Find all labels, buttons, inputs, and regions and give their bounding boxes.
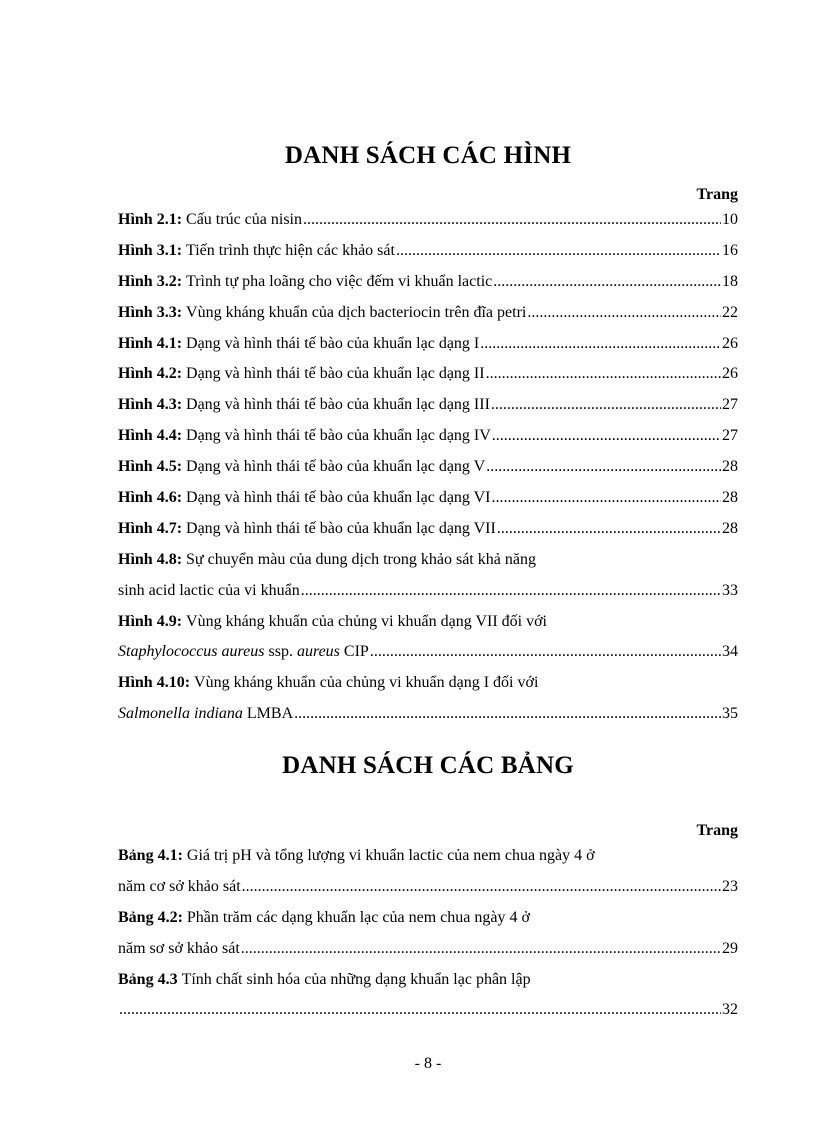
entry-title: Dạng và hình thái tế bào của khuẩn lạc dạng I <box>186 334 480 352</box>
dot-leader <box>492 427 721 445</box>
entry-page-number: 16 <box>722 241 738 259</box>
dot-leader <box>480 335 721 353</box>
species-name: Staphylococcus aureus <box>118 643 265 661</box>
entry-page-number: 29 <box>722 939 738 957</box>
entry-title: Dạng và hình thái tế bào của khuẩn lạc dạng II <box>186 365 485 383</box>
dot-leader <box>294 705 721 723</box>
species-name: Salmonella indiana <box>118 705 243 723</box>
dot-leader <box>486 458 721 476</box>
tables-list <box>118 847 738 1032</box>
figures-page-column-label: Trang <box>696 186 738 203</box>
figure-entry[interactable] <box>118 551 738 613</box>
tables-list-title: DANH SÁCH CÁC BẢNG <box>282 752 574 779</box>
entry-page-number: 22 <box>722 303 738 321</box>
entry-title-continuation: năm cơ sở khảo sát <box>118 877 241 895</box>
entry-page-number: 33 <box>722 581 738 599</box>
figure-entry[interactable] <box>118 273 738 304</box>
table-entry[interactable] <box>118 847 738 909</box>
dot-leader <box>497 520 721 538</box>
entry-title: Vùng kháng khuẩn của chủng vi khuẩn dạng I đối với <box>194 674 539 692</box>
entry-page-number: 27 <box>722 396 738 414</box>
entry-page-number: 10 <box>722 211 738 228</box>
entry-title: Tiến trình thực hiện các khảo sát <box>186 241 395 259</box>
entry-title: Phần trăm các dạng khuẩn lạc của nem chua ngày 4 ở <box>186 908 530 926</box>
entry-page-number: 35 <box>722 705 738 723</box>
entry-label: Bảng 4.3 <box>118 970 178 988</box>
entry-label: Hình 4.8: <box>118 550 183 568</box>
entry-title: Trình tự pha loãng cho việc đếm vi khuẩn lactic <box>186 272 493 290</box>
entry-title: Dạng và hình thái tế bào của khuẩn lạc dạng IV <box>186 427 491 445</box>
entry-label: Hình 3.1: <box>118 241 183 259</box>
entry-label: Hình 2.1: <box>118 211 183 228</box>
dot-leader <box>486 365 721 383</box>
entry-label: Hình 4.5: <box>118 458 183 476</box>
entry-title: Vùng kháng khuẩn của chủng vi khuẩn dạng VII đối với <box>186 612 547 630</box>
page-number-footer: - 8 - <box>414 1055 442 1072</box>
entry-title: Dạng và hình thái tế bào của khuẩn lạc dạng VI <box>186 489 491 507</box>
dot-leader <box>242 878 721 896</box>
figure-entry[interactable] <box>118 335 738 366</box>
entry-label: Hình 4.10: <box>118 674 191 692</box>
entry-title: Dạng và hình thái tế bào của khuẩn lạc dạng V <box>186 458 486 476</box>
figures-list-title: DANH SÁCH CÁC HÌNH <box>284 142 572 169</box>
figure-entry[interactable] <box>118 211 738 242</box>
entry-label: Hình 3.3: <box>118 303 183 321</box>
entry-title-continuation: năm sơ sở khảo sát <box>118 939 240 957</box>
dot-leader <box>119 1001 721 1019</box>
entry-title: Dạng và hình thái tế bào của khuẩn lạc dạng III <box>186 396 490 414</box>
figure-entry[interactable] <box>118 489 738 520</box>
entry-title: Sự chuyển màu của dung dịch trong khảo sát khả năng <box>186 550 536 568</box>
entry-page-number: 23 <box>722 877 738 895</box>
entry-page-number: 26 <box>722 334 738 352</box>
entry-label: Bảng 4.1: <box>118 847 183 864</box>
figure-entry[interactable] <box>118 304 738 335</box>
entry-title: Giá trị pH và tổng lượng vi khuẩn lactic của nem chua ngày 4 ở <box>186 847 595 864</box>
entry-label: Bảng 4.2: <box>118 908 183 926</box>
entry-page-number: 28 <box>722 458 738 476</box>
entry-label: Hình 4.6: <box>118 489 183 507</box>
entry-title: Dạng và hình thái tế bào của khuẩn lạc dạng VII <box>186 519 496 537</box>
entry-page-number: 28 <box>722 519 738 537</box>
figures-list <box>118 211 738 736</box>
dot-leader <box>396 242 721 260</box>
tables-page-column-label: Trang <box>696 822 738 839</box>
figure-entry[interactable] <box>118 427 738 458</box>
entry-label: Hình 3.2: <box>118 272 183 290</box>
entry-page-number: 28 <box>722 489 738 507</box>
figure-entry[interactable] <box>118 242 738 273</box>
dot-leader <box>303 211 721 229</box>
entry-label: Hình 4.4: <box>118 427 183 445</box>
entry-label: Hình 4.2: <box>118 365 183 383</box>
figure-entry[interactable] <box>118 396 738 427</box>
entry-title: Tính chất sinh hóa của những dạng khuẩn lạc phân lập <box>181 970 531 988</box>
figure-entry[interactable] <box>118 674 738 736</box>
entry-page-number: 32 <box>722 1001 738 1019</box>
entry-label: Hình 4.9: <box>118 612 183 630</box>
dot-leader <box>527 304 721 322</box>
dot-leader <box>241 940 721 958</box>
strain-name: LMBA <box>242 705 294 723</box>
dot-leader <box>492 489 721 507</box>
strain-name: CIP <box>339 643 369 661</box>
entry-label: Hình 4.3: <box>118 396 183 414</box>
entry-label: Hình 4.1: <box>118 334 183 352</box>
subspecies-name: aureus <box>296 643 340 661</box>
species-rank: ssp. <box>264 643 297 661</box>
entry-label: Hình 4.7: <box>118 519 183 537</box>
dot-leader <box>493 273 721 291</box>
figure-entry[interactable] <box>118 458 738 489</box>
figure-entry[interactable] <box>118 520 738 551</box>
entry-page-number: 18 <box>722 272 738 290</box>
figure-entry[interactable] <box>118 365 738 396</box>
entry-title: Vùng kháng khuẩn của dịch bacteriocin trên đĩa petri <box>186 303 527 321</box>
entry-title-continuation: sinh acid lactic của vi khuẩn <box>118 581 300 599</box>
entry-page-number: 27 <box>722 427 738 445</box>
entry-page-number: 34 <box>722 643 738 661</box>
dot-leader <box>491 396 721 414</box>
entry-page-number: 26 <box>722 365 738 383</box>
figure-entry[interactable] <box>118 613 738 675</box>
entry-title: Cấu trúc của nisin <box>186 211 302 228</box>
table-entry[interactable] <box>118 971 738 1033</box>
table-entry[interactable] <box>118 909 738 971</box>
dot-leader <box>370 643 721 661</box>
dot-leader <box>301 582 721 600</box>
